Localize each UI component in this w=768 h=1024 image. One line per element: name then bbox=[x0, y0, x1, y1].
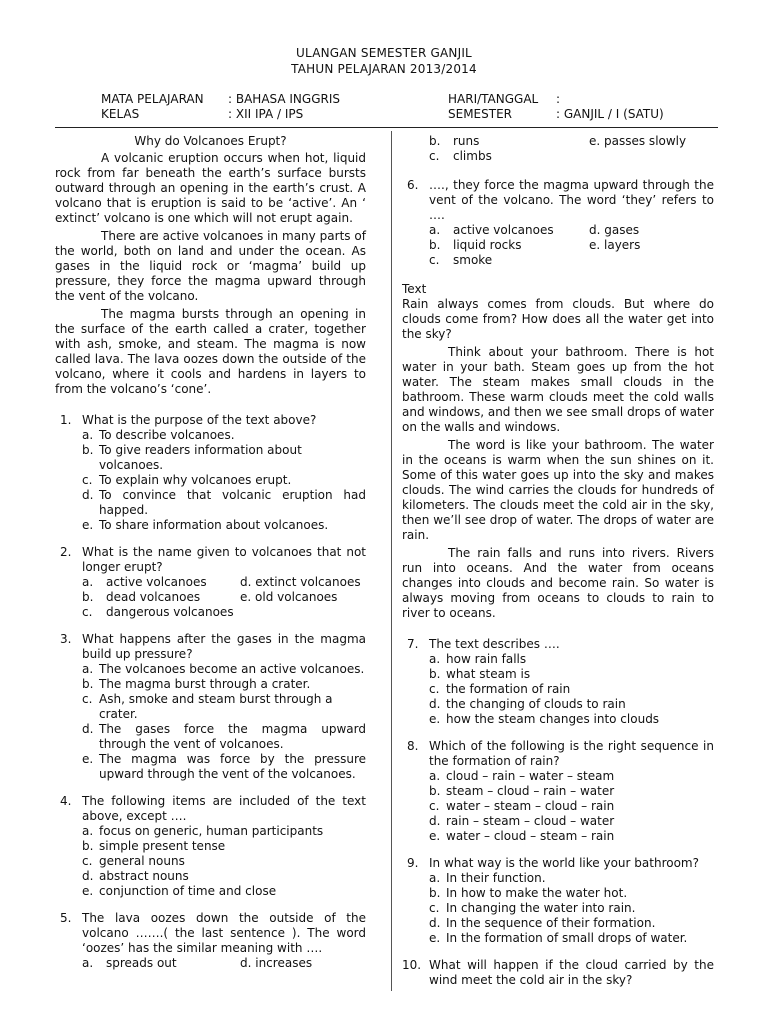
option-letter: b. bbox=[82, 839, 94, 853]
option-text: The volcanoes become an active volcanoes. bbox=[99, 662, 365, 676]
paragraph: Think about your bathroom. There is hot water in your bath. Steam goes up from the hot water. The steam makes small clouds in the bathroom. These warm clouds meet the cold walls and windows, and then we see small drops of water on the walls and windows. bbox=[402, 345, 714, 434]
option-letter: b. bbox=[429, 886, 441, 900]
option-letter: c. bbox=[82, 605, 93, 619]
option-text: steam – cloud – rain – water bbox=[446, 784, 615, 798]
header-rule bbox=[55, 127, 718, 128]
option-letter: a. bbox=[82, 662, 94, 676]
hari-label: HARI/TANGGAL bbox=[448, 92, 539, 106]
option-letter: a. bbox=[82, 956, 94, 970]
mapel-label: MATA PELAJARAN bbox=[101, 92, 204, 106]
option-letter: c. bbox=[429, 682, 440, 696]
option-text: dangerous volcanoes bbox=[106, 605, 234, 619]
question-1 bbox=[55, 413, 366, 533]
meta-row-1 bbox=[0, 92, 768, 107]
paragraph: There are active volcanoes in many parts of the world, both on land and under the ocean. As gases in the liquid rock or ‘magma’ build up pressure, they force the magma upward through the vent of the volcano. bbox=[55, 229, 366, 303]
option bbox=[429, 814, 714, 829]
option-text: e. old volcanoes bbox=[240, 590, 338, 604]
question-7 bbox=[402, 637, 714, 727]
option-text: spreads out bbox=[106, 956, 177, 970]
option-text: In changing the water into rain. bbox=[446, 901, 636, 915]
option-letter: c. bbox=[429, 149, 440, 163]
option-text: Ash, smoke and steam burst through a crater. bbox=[99, 692, 333, 721]
option bbox=[429, 931, 714, 946]
option-letter: a. bbox=[82, 428, 94, 442]
option-letter: e. bbox=[429, 931, 441, 945]
option-text: dead volcanoes bbox=[106, 590, 201, 604]
question-number: 3. bbox=[60, 632, 72, 646]
option-text: conjunction of time and close bbox=[99, 884, 277, 898]
paragraph: The rain falls and runs into rivers. Rivers run into oceans. And the water from oceans changes into clouds and become rain. So water is always moving from oceans to clouds to rain to river to oceans. bbox=[402, 546, 714, 620]
option bbox=[82, 488, 366, 518]
option-text: In the sequence of their formation. bbox=[446, 916, 656, 930]
option-text: e. passes slowly bbox=[589, 134, 687, 148]
question-8 bbox=[402, 739, 714, 844]
option-text: climbs bbox=[453, 149, 492, 163]
option-letter: e. bbox=[82, 518, 94, 532]
option bbox=[82, 869, 366, 884]
option-row bbox=[82, 956, 366, 971]
option bbox=[429, 769, 714, 784]
option-letter: e. bbox=[82, 884, 94, 898]
option-text: To explain why volcanoes erupt. bbox=[99, 473, 292, 487]
question-stem: The following items are included of the text above, except …. bbox=[82, 794, 366, 823]
exam-header bbox=[0, 45, 768, 77]
option-letter: a. bbox=[429, 769, 441, 783]
question-stem: What will happen if the cloud carried by the wind meet the cold air in the sky? bbox=[429, 958, 714, 987]
question-number: 1. bbox=[60, 413, 72, 427]
hari-value: : bbox=[556, 92, 561, 106]
option-text: simple present tense bbox=[99, 839, 226, 853]
option-letter: d. bbox=[82, 722, 94, 736]
option bbox=[429, 682, 714, 697]
question-5-continued bbox=[402, 134, 714, 164]
question-2 bbox=[55, 545, 366, 620]
question-5 bbox=[55, 911, 366, 971]
question-stem: What is the name given to volcanoes that not longer erupt? bbox=[82, 545, 366, 574]
exam-year: TAHUN PELAJARAN 2013/2014 bbox=[291, 62, 477, 76]
text-label: Text bbox=[402, 282, 427, 296]
option bbox=[429, 697, 714, 712]
option-letter: d. bbox=[429, 814, 441, 828]
option-letter: a. bbox=[429, 652, 441, 666]
question-number: 6. bbox=[407, 178, 419, 192]
option-row bbox=[82, 605, 366, 620]
option bbox=[429, 871, 714, 886]
option-text: In how to make the water hot. bbox=[446, 886, 628, 900]
option-letter: e. bbox=[429, 712, 441, 726]
option-row bbox=[82, 575, 366, 590]
option bbox=[82, 443, 366, 473]
option-text: how the steam changes into clouds bbox=[446, 712, 660, 726]
question-stem: The lava oozes down the outside of the volcano …….( the last sentence ). The word ‘oozes’ has the similar meaning with …. bbox=[82, 911, 366, 955]
option-text: active volcanoes bbox=[453, 223, 554, 237]
option-text: d. increases bbox=[240, 956, 313, 970]
option bbox=[82, 662, 366, 677]
options bbox=[82, 824, 366, 899]
options bbox=[429, 769, 714, 844]
mapel-value: : BAHASA INGGRIS bbox=[228, 92, 341, 106]
option-text: To convince that volcanic eruption had happed. bbox=[99, 488, 366, 517]
option bbox=[82, 722, 366, 752]
option bbox=[429, 886, 714, 901]
option-text: To share information about volcanoes. bbox=[99, 518, 329, 532]
semester-value: : GANJIL / I (SATU) bbox=[556, 107, 664, 121]
question-number: 4. bbox=[60, 794, 72, 808]
option bbox=[82, 473, 366, 488]
option bbox=[82, 692, 366, 722]
option-text: liquid rocks bbox=[453, 238, 522, 252]
question-number: 10. bbox=[402, 958, 422, 972]
option bbox=[429, 652, 714, 667]
paragraph: Rain always comes from clouds. But where do clouds come from? How does all the water get into the sky? bbox=[402, 297, 714, 341]
option-letter: a. bbox=[82, 824, 94, 838]
option bbox=[82, 752, 366, 782]
option bbox=[82, 824, 366, 839]
option-row bbox=[429, 238, 714, 253]
question-6 bbox=[402, 178, 714, 268]
option-text: abstract nouns bbox=[99, 869, 189, 883]
option-text: The gases force the magma upward through the vent of volcanoes. bbox=[99, 722, 366, 751]
option-row bbox=[82, 590, 366, 605]
option-letter: b. bbox=[82, 443, 94, 457]
option-text: e. layers bbox=[589, 238, 641, 252]
options bbox=[82, 428, 366, 533]
exam-meta bbox=[0, 92, 768, 122]
meta-row-2 bbox=[0, 107, 768, 122]
option-letter: e. bbox=[82, 752, 94, 766]
question-10 bbox=[402, 958, 714, 988]
option-letter: d. bbox=[82, 488, 94, 502]
option bbox=[82, 854, 366, 869]
paragraph: The word is like your bathroom. The water in the oceans is warm when the sun shines on it. Some of this water goes up into the sky and makes clouds. The wind carries the clouds for hundreds of kilometers. The clouds meet the cold air in the sky, then we’ll see drop of water. The drops of water are rain. bbox=[402, 438, 714, 542]
right-column bbox=[402, 134, 714, 988]
option-text: The magma burst through a crater. bbox=[99, 677, 311, 691]
option-text: what steam is bbox=[446, 667, 531, 681]
paragraph: The magma bursts through an opening in the surface of the earth called a crater, together with ash, smoke, and steam. The magma is now called lava. The lava oozes down the outside of the volcano, where it cools and hardens in layers to from the volcano’s ‘cone’. bbox=[55, 307, 366, 396]
option bbox=[429, 799, 714, 814]
option-text: water – steam – cloud – rain bbox=[446, 799, 615, 813]
question-9 bbox=[402, 856, 714, 946]
option-text: In the formation of small drops of water. bbox=[446, 931, 688, 945]
reading-title: Why do Volcanoes Erupt? bbox=[134, 134, 287, 148]
question-number: 5. bbox=[60, 911, 72, 925]
option-text: The magma was force by the pressure upward through the vent of the volcanoes. bbox=[99, 752, 366, 781]
option bbox=[82, 839, 366, 854]
option-text: the changing of clouds to rain bbox=[446, 697, 626, 711]
option-letter: d. bbox=[82, 869, 94, 883]
option bbox=[82, 884, 366, 899]
option-letter: b. bbox=[429, 667, 441, 681]
option-text: rain – steam – cloud – water bbox=[446, 814, 615, 828]
option bbox=[429, 829, 714, 844]
option-text: d. extinct volcanoes bbox=[240, 575, 361, 589]
left-column bbox=[55, 134, 366, 971]
option-text: To give readers information about volcanoes. bbox=[99, 443, 302, 472]
option-text: To describe volcanoes. bbox=[99, 428, 235, 442]
option bbox=[82, 518, 366, 533]
options bbox=[429, 652, 714, 727]
option-letter: a. bbox=[429, 871, 441, 885]
question-stem: What is the purpose of the text above? bbox=[82, 413, 317, 427]
option-letter: b. bbox=[429, 134, 441, 148]
option-letter: c. bbox=[82, 473, 93, 487]
paragraph: A volcanic eruption occurs when hot, liquid rock from far beneath the earth’s surface bursts outward through an opening in the earth’s crust. A volcano that is eruption is said to be ‘active’. An ‘ extinct’ volcano is one which will not erupt again. bbox=[55, 151, 366, 225]
options bbox=[429, 871, 714, 946]
options bbox=[82, 662, 366, 782]
option bbox=[429, 667, 714, 682]
option-letter: d. bbox=[429, 697, 441, 711]
question-stem: In what way is the world like your bathroom? bbox=[429, 856, 699, 870]
option-text: the formation of rain bbox=[446, 682, 571, 696]
kelas-label: KELAS bbox=[101, 107, 140, 121]
option bbox=[429, 712, 714, 727]
option bbox=[82, 677, 366, 692]
option-letter: c. bbox=[82, 854, 93, 868]
option-letter: c. bbox=[429, 901, 440, 915]
exam-title: ULANGAN SEMESTER GANJIL bbox=[296, 46, 472, 60]
option-text: In their function. bbox=[446, 871, 546, 885]
option-row bbox=[429, 149, 714, 164]
question-number: 9. bbox=[407, 856, 419, 870]
option-text: cloud – rain – water – steam bbox=[446, 769, 615, 783]
option-letter: b. bbox=[82, 677, 94, 691]
semester-label: SEMESTER bbox=[448, 107, 513, 121]
option-letter: c. bbox=[429, 253, 440, 267]
question-number: 2. bbox=[60, 545, 72, 559]
question-number: 8. bbox=[407, 739, 419, 753]
option-letter: e. bbox=[429, 829, 441, 843]
option-text: focus on generic, human participants bbox=[99, 824, 324, 838]
option bbox=[429, 916, 714, 931]
option-text: runs bbox=[453, 134, 480, 148]
question-stem: …., they force the magma upward through the vent of the volcano. The word ‘they’ refers to …. bbox=[429, 178, 714, 222]
question-number: 7. bbox=[407, 637, 419, 651]
question-4 bbox=[55, 794, 366, 899]
option bbox=[429, 901, 714, 916]
option-letter: c. bbox=[429, 799, 440, 813]
option-letter: d. bbox=[429, 916, 441, 930]
option bbox=[82, 428, 366, 443]
option-text: general nouns bbox=[99, 854, 185, 868]
question-stem: What happens after the gases in the magma build up pressure? bbox=[82, 632, 366, 661]
option-text: d. gases bbox=[589, 223, 640, 237]
option-text: smoke bbox=[453, 253, 493, 267]
question-3 bbox=[55, 632, 366, 782]
kelas-value: : XII IPA / IPS bbox=[228, 107, 304, 121]
option bbox=[429, 784, 714, 799]
option-text: how rain falls bbox=[446, 652, 527, 666]
option-letter: b. bbox=[429, 784, 441, 798]
option-letter: a. bbox=[429, 223, 441, 237]
question-stem: The text describes …. bbox=[429, 637, 560, 651]
option-letter: b. bbox=[429, 238, 441, 252]
option-row bbox=[429, 253, 714, 268]
question-stem: Which of the following is the right sequence in the formation of rain? bbox=[429, 739, 714, 768]
option-text: water – cloud – steam – rain bbox=[446, 829, 615, 843]
option-letter: a. bbox=[82, 575, 94, 589]
option-row bbox=[429, 134, 714, 149]
option-letter: b. bbox=[82, 590, 94, 604]
option-letter: c. bbox=[82, 692, 93, 706]
column-divider bbox=[391, 131, 392, 991]
option-row bbox=[429, 223, 714, 238]
option-text: active volcanoes bbox=[106, 575, 207, 589]
